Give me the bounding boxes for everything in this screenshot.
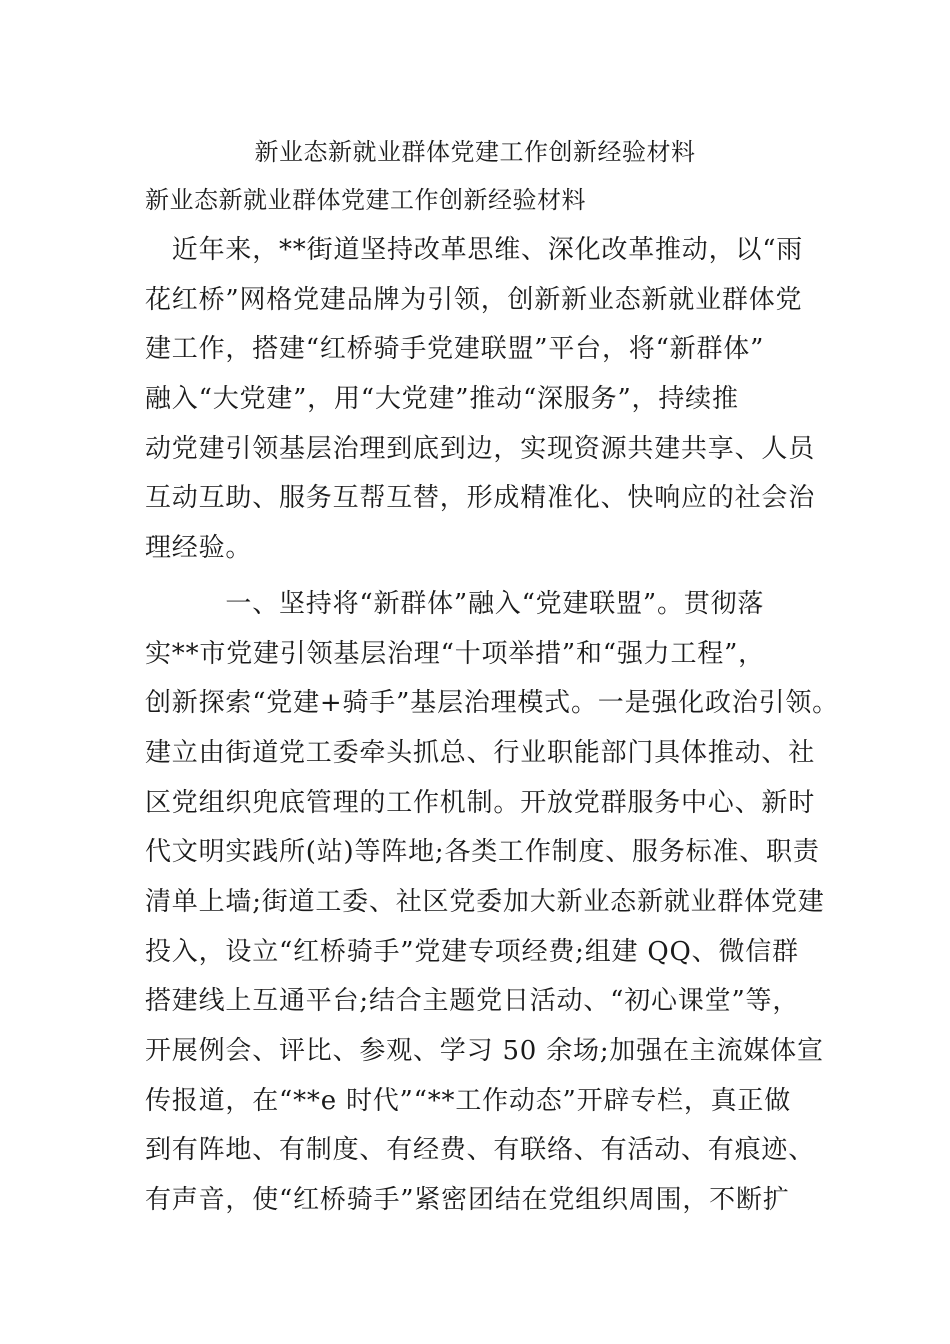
- text-line: 建立由街道党工委牵头抓总、行业职能部门具体推动、社: [145, 737, 816, 768]
- text-line: 代文明实践所(站)等阵地;各类工作制度、服务标准、职责: [145, 837, 820, 868]
- text-line: 理经验。: [145, 533, 253, 564]
- text-line: 实**市党建引领基层治理“十项举措”和“强力工程”，: [145, 638, 765, 669]
- text-line: 搭建线上互通平台;结合主题党日活动、“初心课堂”等，: [145, 986, 800, 1017]
- text-line: 投入，设立“红桥骑手”党建专项经费;组建 QQ、微信群: [145, 936, 799, 967]
- text-line: 传报道，在“**e 时代”“**工作动态”开辟专栏，真正做: [145, 1085, 792, 1116]
- document-title: 新业态新就业群体党建工作创新经验材料: [254, 138, 696, 166]
- document-subtitle: 新业态新就业群体党建工作创新经验材料: [145, 186, 586, 214]
- text-line: 清单上墙;街道工委、社区党委加大新业态新就业群体党建: [145, 886, 825, 917]
- document-body: [145, 226, 839, 1226]
- text-line: 动党建引领基层治理到底到边，实现资源共建共享、人员: [145, 433, 816, 464]
- text-line: 有声音，使“红桥骑手”紧密团结在党组织周围，不断扩: [145, 1185, 790, 1216]
- text-line: 互动互助、服务互帮互替，形成精准化、快响应的社会治: [145, 483, 816, 514]
- text-line: 到有阵地、有制度、有经费、有联络、有活动、有痕迹、: [145, 1135, 816, 1166]
- text-line: 开展例会、评比、参观、学习 50 余场;加强在主流媒体宣: [145, 1036, 824, 1066]
- text-line: 近年来，**街道坚持改革思维、深化改革推动，以“雨: [145, 235, 804, 265]
- text-line: 创新探索“党建+骑手”基层治理模式。一是强化政治引领。: [145, 688, 839, 719]
- text-line: 区党组织兜底管理的工作机制。开放党群服务中心、新时: [145, 787, 816, 818]
- paragraph-intro: [145, 226, 825, 574]
- text-line: 花红桥”网格党建品牌为引领，创新新业态新就业群体党: [145, 284, 803, 315]
- text-line: 融入“大党建”，用“大党建”推动“深服务”，持续推: [145, 384, 739, 415]
- text-line: 一、坚持将“新群体”融入“党建联盟”。贯彻落: [145, 588, 765, 619]
- paragraph-section-one: [145, 580, 839, 1226]
- text-line: 建工作，搭建“红桥骑手党建联盟”平台，将“新群体”: [145, 334, 765, 365]
